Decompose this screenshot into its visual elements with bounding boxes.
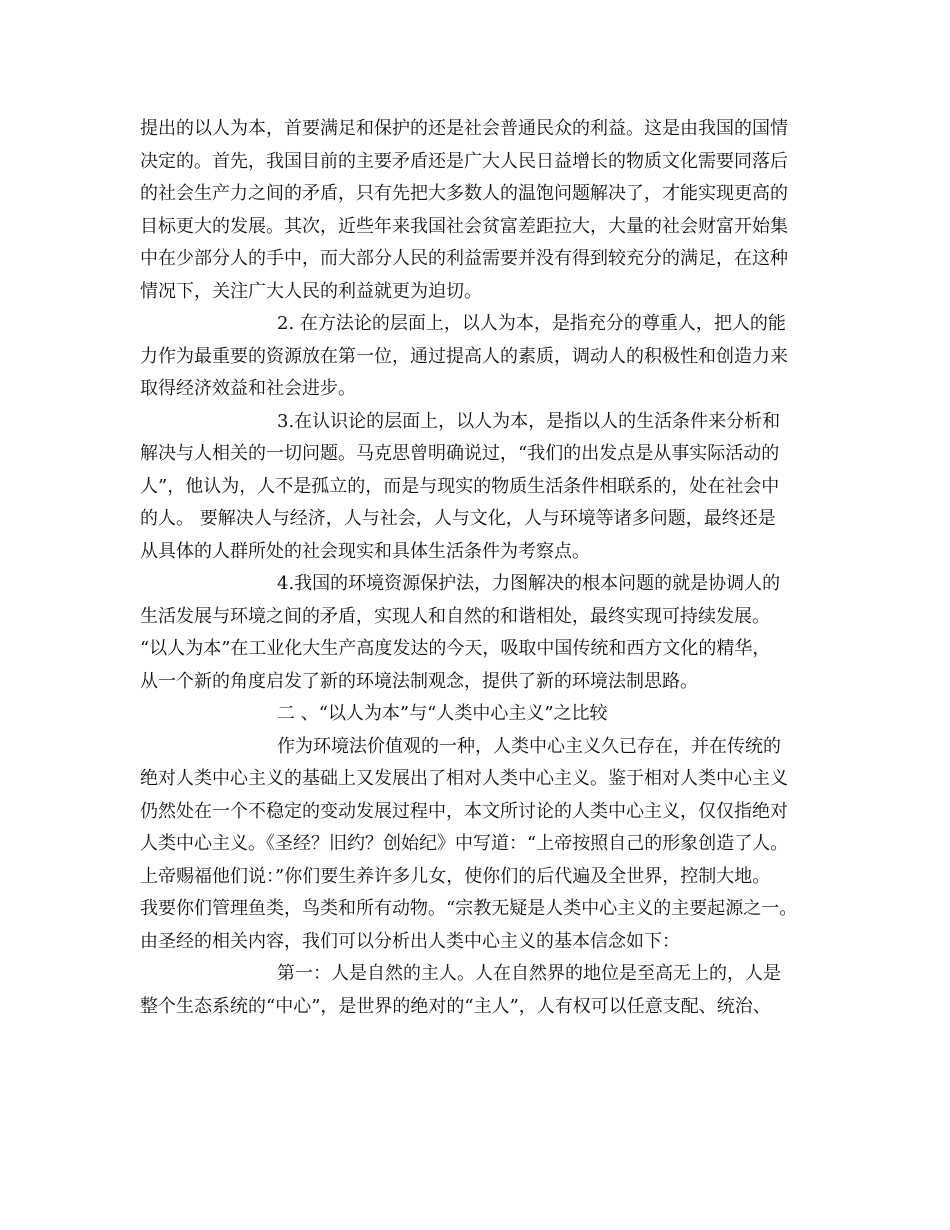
text-line: 绝对人类中心主义的基础上又发展出了相对人类中心主义。鉴于相对人类中心主义: [140, 768, 788, 789]
text-line: 决定的。首先，我国目前的主要矛盾还是广大人民日益增长的物质文化需要同落后: [140, 150, 788, 172]
text-line: 情况下，关注广大人民的利益就更为迫切。: [140, 280, 482, 302]
text-line: 2. 在方法论的层面上，以人为本，是指充分的尊重人，把人的能: [277, 313, 786, 334]
text-line: 4.我国的环境资源保护法，力图解决的根本问题的就是协调人的: [277, 573, 781, 594]
text-line: 目标更大的发展。其次，近些年来我国社会贫富差距拉大，大量的社会财富开始集: [140, 215, 788, 237]
text-line: 取得经济效益和社会进步。: [140, 378, 356, 399]
text-line: 整个生态系统的“中心”，是世界的绝对的“主人”，人有权可以任意支配、统治、: [140, 995, 771, 1017]
text-line: 从一个新的角度启发了新的环境法制观念，提供了新的环境法制思路。: [140, 670, 698, 692]
text-line: 我要你们管理鱼类，鸟类和所有动物。“宗教无疑是人类中心主义的主要起源之一。: [140, 898, 798, 919]
text-line: 解决与人相关的一切问题。马克思曾明确说过，“我们的出发点是从事实际活动的: [140, 443, 780, 464]
text-line: 提出的以人为本，首要满足和保护的还是社会普通民众的利益。这是由我国的国情: [140, 118, 788, 139]
text-line: 力作为最重要的资源放在第一位，通过提高人的素质，调动人的积极性和创造力来: [140, 345, 788, 367]
text-line: 3.在认识论的层面上，以人为本，是指以人的生活条件来分析和: [277, 410, 781, 432]
text-line: 作为环境法价值观的一种，人类中心主义久已存在，并在传统的: [277, 735, 781, 757]
text-line: 人”，他认为，人不是孤立的，而是与现实的物质生活条件相联系的，处在社会中: [140, 475, 780, 497]
document-body-text: [140, 113, 830, 1023]
text-line: 的人。 要解决人与经济，人与社会，人与文化，人与环境等诸多问题，最终还是: [140, 508, 776, 529]
text-line: 由圣经的相关内容，我们可以分析出人类中心主义的基本信念如下：: [140, 930, 680, 952]
text-line: 二 、“以人为本”与“人类中心主义”之比较: [277, 703, 608, 724]
text-line: 第一：人是自然的主人。人在自然界的地位是至高无上的，人是: [277, 963, 781, 984]
text-line: 从具体的人群所处的社会现实和具体生活条件为考察点。: [140, 540, 590, 562]
text-line: 中在少部分人的手中，而大部分人民的利益需要并没有得到较充分的满足，在这种: [140, 248, 788, 269]
text-line: 的社会生产力之间的矛盾，只有先把大多数人的温饱问题解决了，才能实现更高的: [140, 183, 788, 204]
text-line: 上帝赐福他们说：”你们要生养许多儿女，使你们的后代遍及全世界，控制大地。: [140, 865, 771, 887]
text-line: 仍然处在一个不稳定的变动发展过程中，本文所讨论的人类中心主义，仅仅指绝对: [140, 800, 788, 822]
text-line: 人类中心主义。《圣经？旧约？创始纪》中写道：“上帝按照自己的形象创造了人。: [140, 833, 789, 854]
text-line: 生活发展与环境之间的矛盾，实现人和自然的和谐相处，最终实现可持续发展。: [140, 605, 770, 627]
text-line: “以人为本”在工业化大生产高度发达的今天，吸取中国传统和西方文化的精华，: [140, 638, 771, 659]
